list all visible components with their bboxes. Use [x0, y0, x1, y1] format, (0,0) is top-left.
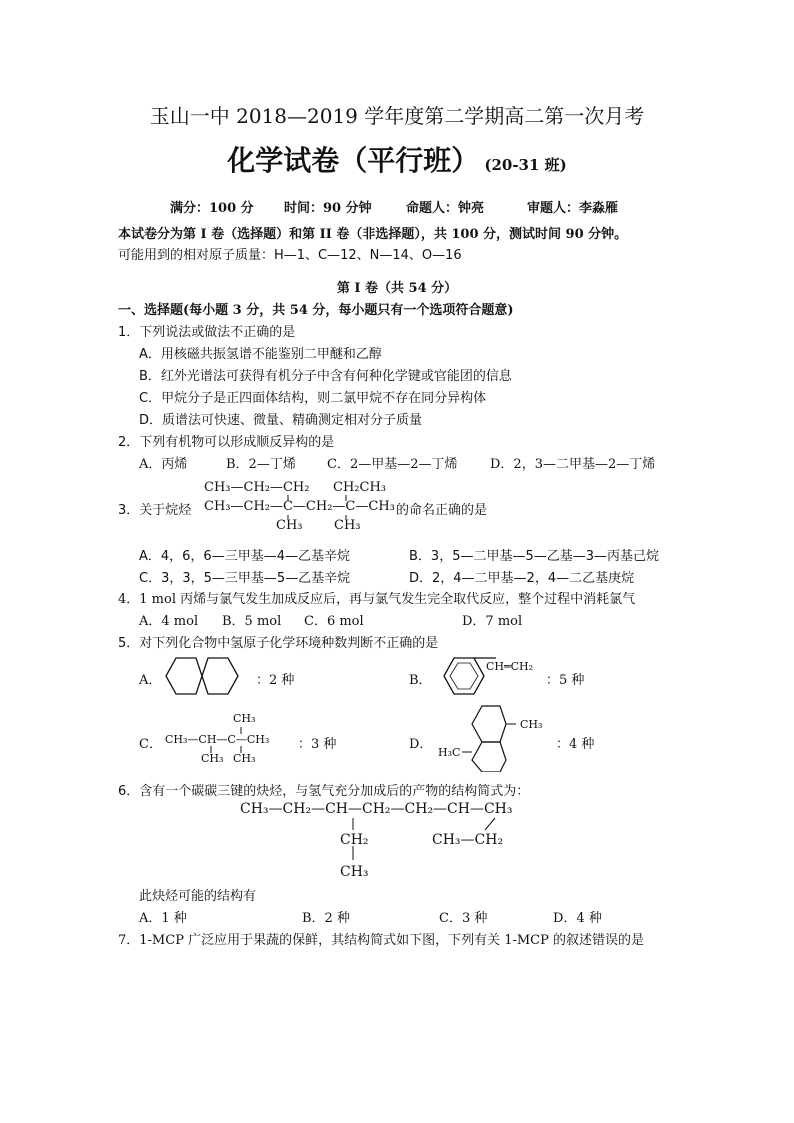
- exam-title: 玉山一中 2018—2019 学年度第二学期高二第一次月考: [149, 104, 645, 128]
- q2-option-b: B．2—丁烯: [226, 457, 296, 472]
- q6-stem: 6．含有一个碳碳三键的炔烃，与氢气充分加成后的产物的结构简式为：: [118, 784, 530, 799]
- q2-option-a: A．丙烯: [139, 457, 188, 472]
- dimethylnaphthalene-structure: [458, 700, 528, 772]
- subject-name: 化学试卷（平行班）: [227, 144, 480, 177]
- q6-option-b: B．2 种: [302, 911, 350, 926]
- q5-c-bond-lines: [200, 720, 260, 760]
- q5-c-answer: ：3 种: [298, 737, 337, 752]
- q3-stem-post: 的命名正确的是: [396, 503, 488, 518]
- q6-option-c: C．3 种: [439, 911, 488, 926]
- meta-time: 时间：90 分钟: [284, 201, 372, 216]
- q6-branch-ch3: CH₃: [340, 864, 369, 880]
- q1-option-d: D．质谱法可快速、微量、精确测定相对分子质量: [139, 413, 423, 428]
- meta-score: 满分：100 分: [170, 201, 254, 216]
- q5-b-label: B．: [409, 673, 432, 688]
- q1-stem: 1．下列说法或做法不正确的是: [118, 325, 296, 340]
- q7-stem: 7．1-MCP 广泛应用于果蔬的保鲜，其结构简式如下图，下列有关 1-MCP 的叙述错误的是: [118, 933, 645, 948]
- class-range: (20-31 班): [484, 156, 567, 174]
- q3-option-c: C．3，3，5—三甲基—5—乙基辛烷: [139, 571, 351, 586]
- section-heading: 一、选择题(每小题 3 分，共 54 分，每小题只有一个选项符合题意): [118, 303, 514, 318]
- q3-stem-pre: 3．关于烷烃: [118, 503, 192, 518]
- q3-formula-r3b: CH₃: [334, 518, 361, 533]
- q3-option-b: B．3，5—二甲基—5—乙基—3—丙基己烷: [409, 549, 660, 564]
- q3-bond-lines: [200, 476, 400, 536]
- intro-structure: 本试卷分为第 I 卷（选择题）和第 II 卷（非选择题），共 100 分，测试时间 90 分钟。: [118, 227, 628, 242]
- q5-c-formula-top: CH₃: [233, 712, 256, 725]
- q5-b-answer: ：5 种: [546, 673, 585, 688]
- q5-c-formula-bot2: CH₃: [233, 752, 256, 765]
- q1-option-b: B．红外光谱法可获得有机分子中含有何种化学键或官能团的信息: [139, 369, 512, 384]
- intro-atomic-mass: 可能用到的相对原子质量：H—1、C—12、N—14、O—16: [118, 248, 462, 263]
- dimethylnaphthalene-sub1: CH₃: [520, 718, 543, 731]
- q2-option-d: D．2，3—二甲基—2—丁烯: [490, 457, 656, 472]
- subject-title: [0, 139, 794, 179]
- q4-stem: 4．1 mol 丙烯与氯气发生加成反应后，再与氯气发生完全取代反应，整个过程中消耗氯气: [118, 592, 636, 607]
- q6-option-d: D．4 种: [553, 911, 602, 926]
- decalin-structure: [162, 652, 242, 700]
- q6-prompt: 此炔烃可能的结构有: [139, 889, 257, 904]
- q2-stem: 2．下列有机物可以形成顺反异构的是: [118, 435, 335, 450]
- q5-c-label: C．: [139, 737, 162, 752]
- meta-reviewer: 审题人：李淼雁: [527, 201, 619, 216]
- q6-formula-main: CH₃—CH₂—CH—CH₂—CH₂—CH—CH₃: [240, 801, 513, 817]
- dimethylnaphthalene-sub2: H₃C: [438, 746, 461, 759]
- styrene-substituent: CH═CH₂: [486, 660, 534, 673]
- q5-c-formula-bot1: CH₃: [201, 752, 224, 765]
- q5-stem: 5．对下列化合物中氢原子化学环境种数判断不正确的是: [118, 636, 439, 651]
- q5-d-label: D．: [409, 737, 433, 752]
- q4-option-b: B．5 mol: [222, 614, 282, 629]
- q3-formula-r2: CH₃—CH₂—C—CH₂—C—CH₃: [204, 499, 395, 514]
- q6-branch-ch2: CH₂: [340, 832, 369, 848]
- q3-formula-r3a: CH₃: [276, 518, 303, 533]
- meta-author: 命题人：钟亮: [406, 201, 485, 216]
- q6-branch-ethyl: CH₃—CH₂: [432, 832, 504, 848]
- q6-option-a: A．1 种: [139, 911, 187, 926]
- q1-option-c: C．甲烷分子是正四面体结构，则二氯甲烷不存在同分异构体: [139, 391, 487, 406]
- q4-option-c: C．6 mol: [304, 614, 364, 629]
- q5-d-answer: ：4 种: [556, 737, 595, 752]
- q1-option-a: A．用核磁共振氢谱不能鉴别二甲醚和乙醇: [139, 347, 382, 362]
- part1-heading: 第 I 卷（共 54 分）: [336, 281, 458, 296]
- q5-a-label: A．: [139, 673, 162, 688]
- q5-c-formula-mid: CH₃—CH—C—CH₃: [165, 733, 270, 746]
- q3-formula-r1b: CH₂CH₃: [333, 480, 386, 495]
- q4-option-a: A．4 mol: [139, 614, 199, 629]
- q5-a-answer: ：2 种: [256, 673, 295, 688]
- q3-option-a: A．4，6，6—三甲基—4—乙基辛烷: [139, 549, 350, 564]
- q3-formula-r1a: CH₃—CH₂—CH₂: [204, 480, 310, 495]
- q2-option-c: C．2—甲基—2—丁烯: [327, 457, 458, 472]
- q4-option-d: D．7 mol: [462, 614, 523, 629]
- q3-option-d: D．2，4—二甲基—2，4—二乙基庚烷: [409, 571, 635, 586]
